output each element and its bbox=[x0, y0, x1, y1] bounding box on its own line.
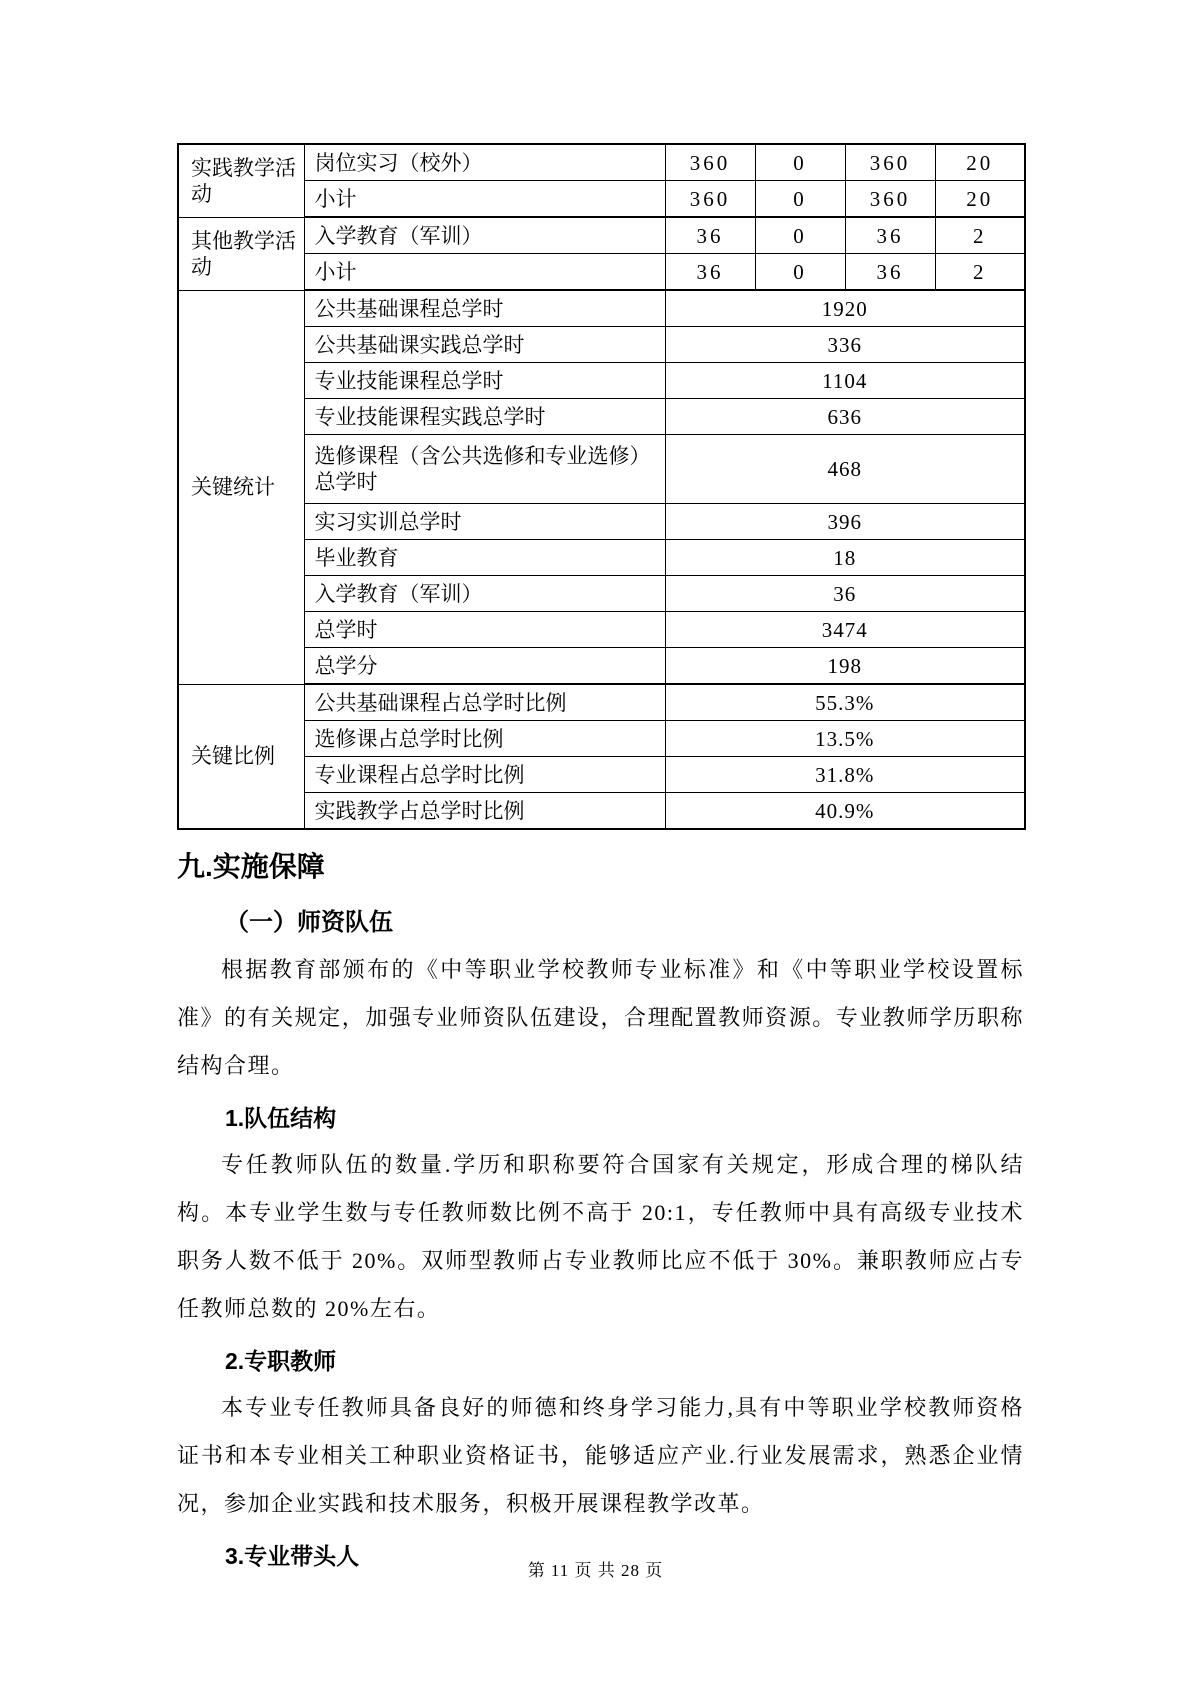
curriculum-stats-table bbox=[177, 143, 1026, 830]
table-row bbox=[178, 757, 1025, 793]
course-name-cell: 岗位实习（校外） bbox=[304, 144, 665, 181]
hours-cell: 0 bbox=[755, 144, 845, 181]
stat-name-cell: 专业技能课程实践总学时 bbox=[304, 399, 665, 435]
credits-cell: 2 bbox=[935, 254, 1025, 291]
hours-cell: 0 bbox=[755, 217, 845, 254]
hours-cell: 0 bbox=[755, 254, 845, 291]
table-row bbox=[178, 612, 1025, 648]
hours-cell: 36 bbox=[845, 217, 935, 254]
course-name-cell: 小计 bbox=[304, 181, 665, 218]
table-row bbox=[178, 290, 1025, 327]
hours-cell: 360 bbox=[845, 144, 935, 181]
table-row bbox=[178, 793, 1025, 830]
stat-value-cell: 396 bbox=[665, 504, 1025, 540]
table-row bbox=[178, 254, 1025, 291]
ratios-group-label: 关键比例 bbox=[178, 684, 304, 829]
row-group-label: 其他教学活动 bbox=[178, 217, 304, 290]
stat-value-cell: 18 bbox=[665, 540, 1025, 576]
credits-cell: 20 bbox=[935, 144, 1025, 181]
ratio-name-cell: 选修课占总学时比例 bbox=[304, 721, 665, 757]
hours-cell: 36 bbox=[665, 217, 755, 254]
ratio-value-cell: 13.5% bbox=[665, 721, 1025, 757]
stat-value-cell: 1920 bbox=[665, 290, 1025, 327]
ratio-name-cell: 实践教学占总学时比例 bbox=[304, 793, 665, 830]
stat-value-cell: 468 bbox=[665, 435, 1025, 504]
table-row bbox=[178, 217, 1025, 254]
page-number-footer: 第 11 页 共 28 页 bbox=[527, 1561, 664, 1580]
stat-value-cell: 1104 bbox=[665, 363, 1025, 399]
paragraph: 专任教师队伍的数量.学历和职称要符合国家有关规定，形成合理的梯队结构。本专业学生数与专任教师数比例不高于 20:1，专任教师中具有高级专业技术职务人数不低于 20%。双师型教师占专业教师比应不低于 30%。兼职教师应占专任教师总数的 20%左右。 bbox=[177, 1152, 1024, 1321]
stat-value-cell: 336 bbox=[665, 327, 1025, 363]
stat-name-cell: 专业技能课程总学时 bbox=[304, 363, 665, 399]
ratio-name-cell: 公共基础课程占总学时比例 bbox=[304, 684, 665, 721]
hours-cell: 360 bbox=[845, 181, 935, 218]
stat-name-cell: 公共基础课实践总学时 bbox=[304, 327, 665, 363]
hours-cell: 360 bbox=[665, 144, 755, 181]
paragraph: 本专业专任教师具备良好的师德和终身学习能力,具有中等职业学校教师资格证书和本专业相关工种职业资格证书，能够适应产业.行业发展需求，熟悉企业情况，参加企业实践和技术服务，积极开展课程教学改革。 bbox=[177, 1395, 1024, 1516]
table-row bbox=[178, 540, 1025, 576]
stat-name-cell: 公共基础课程总学时 bbox=[304, 290, 665, 327]
stat-name-cell: 总学分 bbox=[304, 648, 665, 685]
table-row bbox=[178, 363, 1025, 399]
stat-name-cell: 总学时 bbox=[304, 612, 665, 648]
stat-value-cell: 636 bbox=[665, 399, 1025, 435]
table-row bbox=[178, 648, 1025, 685]
table-row bbox=[178, 576, 1025, 612]
ratio-value-cell: 40.9% bbox=[665, 793, 1025, 830]
numbered-heading-3: 3.专业带头人 bbox=[225, 1543, 360, 1569]
table-row bbox=[178, 504, 1025, 540]
subsection-heading: （一）师资队伍 bbox=[225, 909, 393, 936]
table-row bbox=[178, 435, 1025, 504]
table-row bbox=[178, 144, 1025, 181]
paragraph: 根据教育部颁布的《中等职业学校教师专业标准》和《中等职业学校设置标准》的有关规定，加强专业师资队伍建设，合理配置教师资源。专业教师学历职称结构合理。 bbox=[177, 957, 1024, 1078]
stat-value-cell: 3474 bbox=[665, 612, 1025, 648]
ratio-value-cell: 31.8% bbox=[665, 757, 1025, 793]
ratio-value-cell: 55.3% bbox=[665, 684, 1025, 721]
credits-cell: 20 bbox=[935, 181, 1025, 218]
table-row bbox=[178, 181, 1025, 218]
hours-cell: 360 bbox=[665, 181, 755, 218]
stat-name-cell: 实习实训总学时 bbox=[304, 504, 665, 540]
hours-cell: 36 bbox=[845, 254, 935, 291]
table-row bbox=[178, 721, 1025, 757]
row-group-label: 实践教学活动 bbox=[178, 144, 304, 217]
course-name-cell: 入学教育（军训） bbox=[304, 217, 665, 254]
ratio-name-cell: 专业课程占总学时比例 bbox=[304, 757, 665, 793]
table-row bbox=[178, 327, 1025, 363]
hours-cell: 36 bbox=[665, 254, 755, 291]
hours-cell: 0 bbox=[755, 181, 845, 218]
stat-name-cell: 毕业教育 bbox=[304, 540, 665, 576]
numbered-heading-1: 1.队伍结构 bbox=[225, 1105, 337, 1131]
credits-cell: 2 bbox=[935, 217, 1025, 254]
stat-value-cell: 36 bbox=[665, 576, 1025, 612]
stat-value-cell: 198 bbox=[665, 648, 1025, 685]
section-heading: 九.实施保障 bbox=[177, 851, 325, 882]
table-row bbox=[178, 684, 1025, 721]
numbered-heading-2: 2.专职教师 bbox=[225, 1348, 337, 1374]
stat-name-cell: 入学教育（军训） bbox=[304, 576, 665, 612]
course-name-cell: 小计 bbox=[304, 254, 665, 291]
stats-group-label: 关键统计 bbox=[178, 290, 304, 684]
stat-name-cell: 选修课程（含公共选修和专业选修）总学时 bbox=[304, 435, 665, 504]
table-row bbox=[178, 399, 1025, 435]
